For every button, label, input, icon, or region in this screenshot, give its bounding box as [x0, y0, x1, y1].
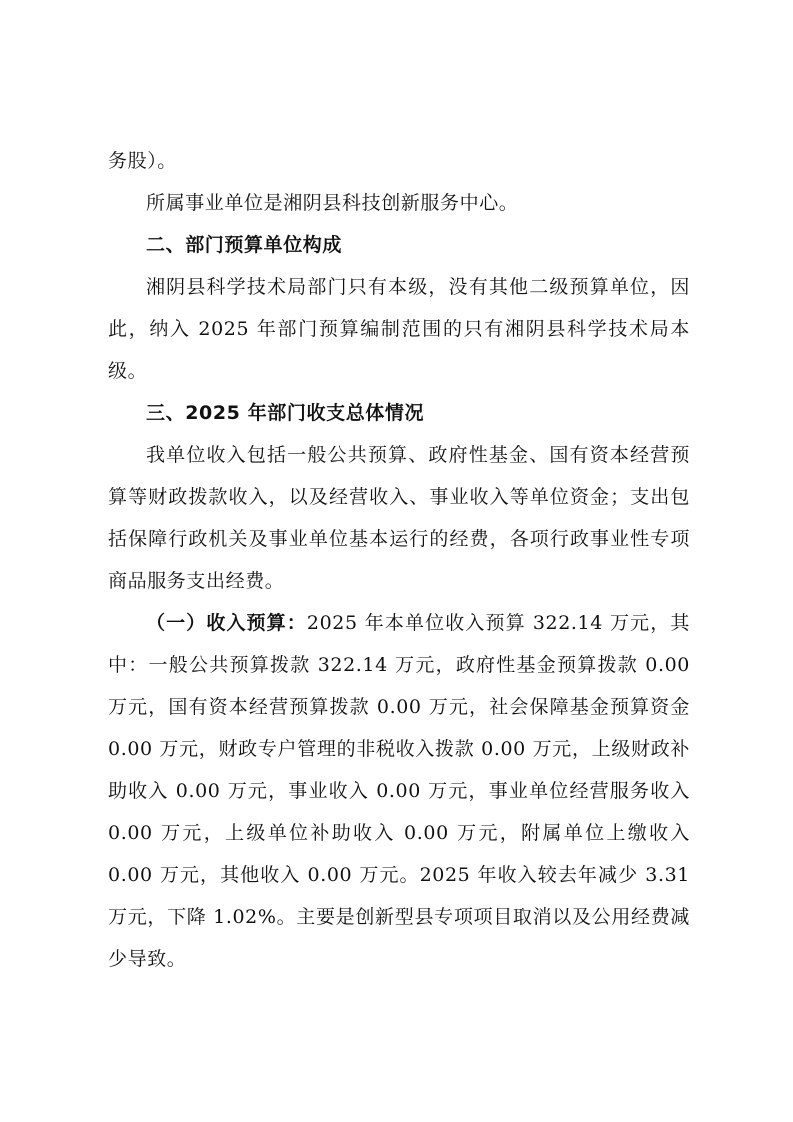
paragraph-income-budget — [108, 602, 690, 980]
income-budget-label: （一）收入预算： — [146, 612, 307, 634]
section-heading-revenue-expenditure: 三、2025 年部门收支总体情况 — [146, 402, 425, 424]
paragraph-continuation: 务股）。 — [108, 150, 177, 172]
section-heading-budget-units: 二、部门预算单位构成 — [146, 234, 343, 256]
document-body — [108, 140, 690, 980]
income-budget-text: 2025 年本单位收入预算 322.14 万元，其中：一般公共预算拨款 322.14 万元，政府性基金预算拨款 0.00 万元，国有资本经营预算拨款 0.00 万元，社会保障基金预算资金 0.00 万元，财政专户管理的非税收入拨款 0.00 万元，上级财政补助收入 0.00 万元，事业收入 0.00 万元，事业单位经营服务收入 0.00 万元，上级单位补助收入 0.00 万元，附属单位上缴收入 0.00 万元，其他收入 0.00 万元。2025 年收入较去年减少 3.31 万元，下降 1.02%。主要是创新型县专项项目取消以及公用经费减少导致。 — [108, 612, 690, 970]
paragraph-revenue-sources: 我单位收入包括一般公共预算、政府性基金、国有资本经营预算等财政拨款收入，以及经营收入、事业收入等单位资金；支出包括保障行政机关及事业单位基本运行的经费，各项行政事业性专项商品服务支出经费。 — [108, 444, 690, 592]
paragraph-affiliated-unit: 所属事业单位是湘阴县科技创新服务中心。 — [146, 192, 519, 214]
paragraph-budget-units: 湘阴县科学技术局部门只有本级，没有其他二级预算单位，因此，纳入 2025 年部门预算编制范围的只有湘阴县科学技术局本级。 — [108, 276, 690, 382]
